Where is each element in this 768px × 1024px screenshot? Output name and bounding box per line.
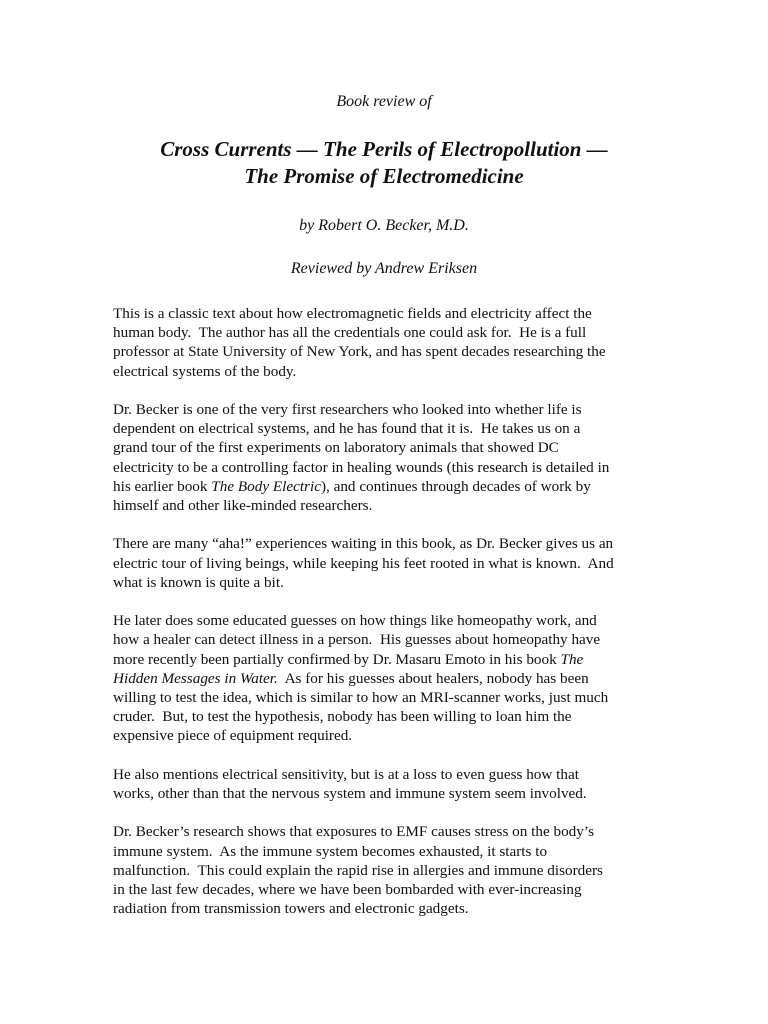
text-run: He also mentions electrical sensitivity, but is at a loss to even guess how that: [113, 765, 579, 783]
paragraph-line: [113, 707, 661, 726]
review-paragraph: [113, 304, 661, 381]
text-run: willing to test the idea, which is similar to how an MRI-scanner works, just much: [113, 689, 609, 707]
text-run: his earlier book: [113, 477, 212, 495]
paragraph-line: [113, 534, 661, 553]
text-run: how a healer can detect illness in a person. His guesses about homeopathy have: [113, 631, 601, 649]
review-paragraph: [113, 534, 661, 592]
paragraph-line: [113, 400, 661, 419]
italic-book-title: The Body Electric: [211, 477, 321, 495]
paragraph-line: [113, 458, 661, 477]
text-run: He later does some educated guesses on how things like homeopathy work, and: [113, 612, 597, 630]
text-run: himself and other like-minded researchers.: [113, 497, 373, 515]
paragraph-line: [113, 765, 661, 784]
paragraph-line: [113, 669, 661, 688]
text-run: This is a classic text about how electromagnetic fields and electricity affect the: [113, 305, 592, 322]
paragraph-line: [113, 554, 661, 573]
text-run: what is known is quite a bit.: [113, 573, 284, 591]
text-run: immune system. As the immune system becomes exhausted, it starts to: [113, 842, 548, 860]
paragraph-line: [113, 304, 661, 323]
paragraph-line: [113, 573, 661, 592]
author-byline: by Robert O. Becker, M.D.: [299, 217, 469, 234]
text-run: Dr. Becker’s research shows that exposures to EMF causes stress on the body’s: [113, 823, 594, 841]
reviewer-line: Reviewed by Andrew Eriksen: [290, 260, 478, 277]
paragraph-line: [113, 323, 661, 342]
book-title-line-2: The Promise of Electromedicine: [244, 164, 524, 188]
book-title: [0, 136, 768, 190]
paragraph-line: [113, 342, 661, 361]
text-run: There are many “aha!” experiences waiting in this book, as Dr. Becker gives us an: [113, 535, 614, 553]
text-run: cruder. But, to test the hypothesis, nobody has been willing to loan him the: [113, 708, 572, 726]
text-run: dependent on electrical systems, and he has found that it is. He takes us on a: [113, 420, 581, 438]
text-run: radiation from transmission towers and electronic gadgets.: [113, 900, 469, 918]
text-run: electricity to be a controlling factor in healing wounds (this research is detailed in: [113, 458, 610, 476]
paragraph-line: [113, 419, 661, 438]
paragraph-line: [113, 611, 661, 630]
text-run: electric tour of living beings, while keeping his feet rooted in what is known. And: [113, 554, 614, 572]
paragraph-line: [113, 784, 661, 803]
review-kicker: Book review of: [336, 93, 432, 110]
paragraph-line: [113, 822, 661, 841]
review-paragraph: [113, 400, 661, 515]
paragraph-line: [113, 362, 661, 381]
review-paragraph: [113, 765, 661, 803]
paragraph-line: [113, 477, 661, 496]
text-run: malfunction. This could explain the rapid rise in allergies and immune disorders: [113, 861, 603, 879]
paragraph-line: [113, 496, 661, 515]
review-body: [113, 304, 661, 938]
paragraph-line: [113, 880, 661, 899]
italic-book-title: The: [560, 650, 584, 668]
paragraph-line: [113, 630, 661, 649]
text-run: ), and continues through decades of work by: [320, 477, 591, 495]
text-run: grand tour of the first experiments on laboratory animals that showed DC: [113, 439, 559, 457]
text-run: professor at State University of New York, and has spent decades researching the: [113, 343, 606, 361]
italic-book-title: Hidden Messages in Water.: [113, 669, 278, 687]
text-run: expensive piece of equipment required.: [113, 727, 353, 745]
text-run: human body. The author has all the credentials one could ask for. He is a full: [113, 324, 587, 342]
text-run: Dr. Becker is one of the very first researchers who looked into whether life is: [113, 401, 582, 418]
paragraph-line: [113, 438, 661, 457]
review-paragraph: [113, 822, 661, 918]
text-run: works, other than that the nervous system and immune system seem involved.: [113, 785, 587, 803]
paragraph-line: [113, 726, 661, 745]
paragraph-line: [113, 650, 661, 669]
text-run: As for his guesses about healers, nobody has been: [277, 669, 589, 687]
text-run: electrical systems of the body.: [113, 362, 297, 380]
paragraph-line: [113, 842, 661, 861]
text-run: more recently been partially confirmed by Dr. Masaru Emoto in his book: [113, 650, 561, 668]
review-paragraph: [113, 611, 661, 745]
paragraph-line: [113, 899, 661, 918]
paragraph-line: [113, 861, 661, 880]
book-title-line-1: Cross Currents — The Perils of Electropollution —: [160, 137, 608, 161]
paragraph-line: [113, 688, 661, 707]
text-run: in the last few decades, where we have been bombarded with ever-increasing: [113, 881, 582, 899]
